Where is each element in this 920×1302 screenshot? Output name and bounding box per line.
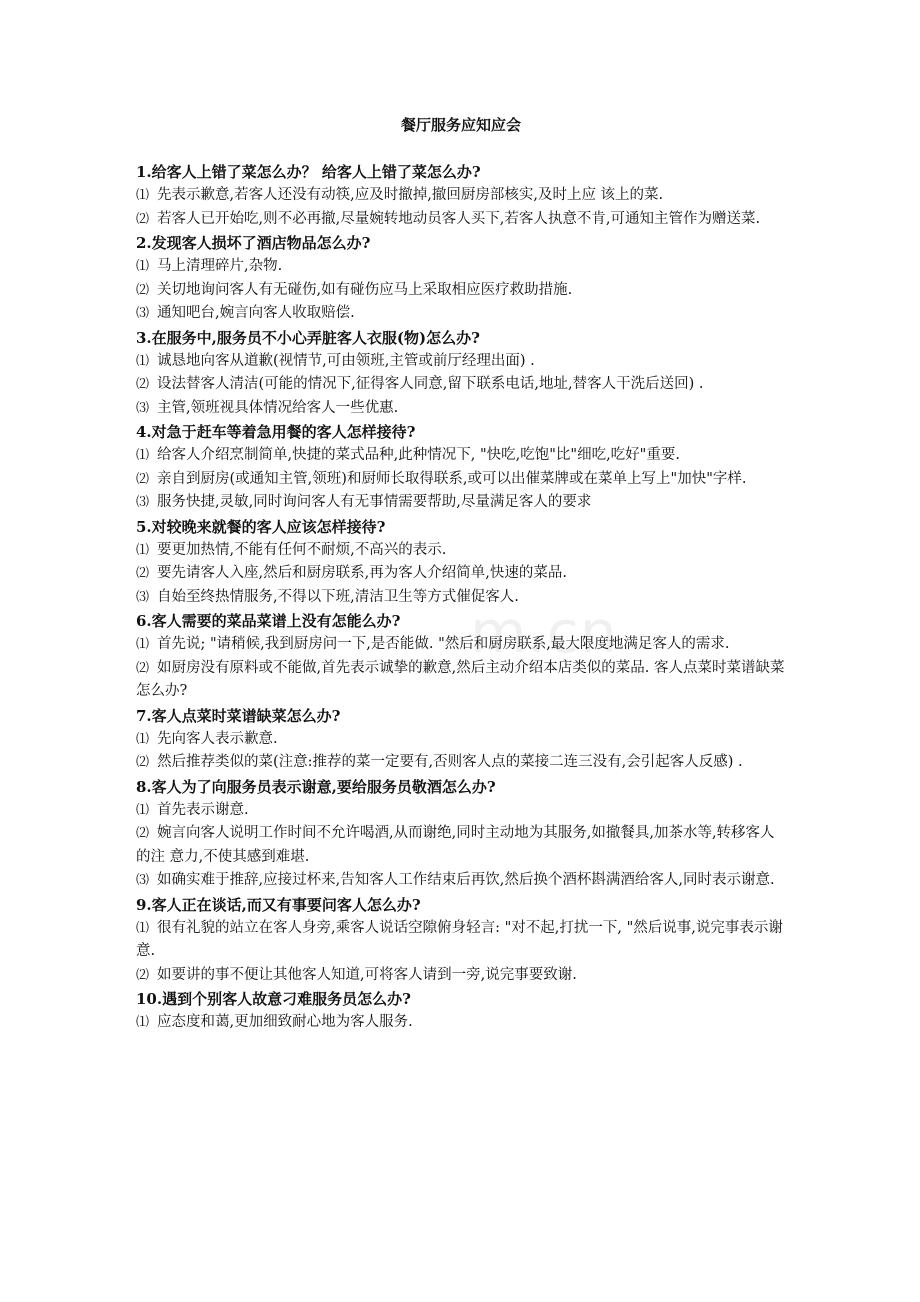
answer-number: ⑴ — [136, 188, 150, 203]
qa-item — [136, 231, 786, 326]
answer-number: ⑵ — [136, 471, 150, 487]
answer-number: ⑴ — [136, 637, 150, 652]
answer-number: ⑴ — [136, 542, 150, 558]
answer-text: 然后推荐类似的菜(注意:推荐的菜一定要有,否则客人点的菜接二连三没有,会引起客人反感) . — [157, 754, 743, 770]
answer-text: 很有礼貌的站立在客人身旁,乘客人说话空隙俯身轻言: "对不起,打扰一下, "然后说事,说完事表示谢意. — [136, 919, 783, 959]
answer-text: 亲自到厨房(或通知主管,领班)和厨师长取得联系,或可以出催菜牌或在菜单上写上"加快"字样. — [157, 470, 747, 487]
answer-number: ⑴ — [136, 802, 150, 818]
answer-item — [136, 586, 786, 610]
answer-item — [136, 657, 786, 704]
answer-text: 应态度和蔼,更加细致耐心地为客人服务. — [157, 1014, 413, 1030]
answer-item — [136, 799, 786, 823]
answer-item — [136, 302, 786, 326]
answer-number: ⑶ — [136, 495, 150, 510]
answer-number: ⑴ — [136, 731, 150, 747]
answer-item — [136, 869, 786, 893]
question-heading: 6.客人需要的菜品菜谱上没有怎能么办? — [136, 612, 401, 630]
qa-item — [136, 160, 786, 231]
answer-number: ⑵ — [136, 755, 150, 770]
answer-number: ⑶ — [136, 400, 150, 416]
answer-text: 服务快捷,灵敏,同时询问客人有无事情需要帮助,尽量满足客人的要求 — [157, 494, 592, 510]
answer-text: 马上清理碎片,杂物. — [157, 258, 283, 274]
answer-number: ⑶ — [136, 873, 150, 888]
qa-item — [136, 775, 786, 893]
answer-text: 要更加热情,不能有任何不耐烦,不高兴的表示. — [157, 541, 447, 558]
answer-number: ⑶ — [136, 306, 150, 321]
answer-number: ⑴ — [136, 920, 150, 936]
question-heading: 3.在服务中,服务员不小心弄脏客人衣服(物)怎么办? — [136, 328, 480, 347]
answer-item — [136, 397, 786, 421]
answer-text: 首先表示谢意. — [157, 801, 249, 818]
answer-text: 关切地询问客人有无碰伤,如有碰伤应马上采取相应医疗救助措施. — [157, 281, 573, 298]
answer-item — [136, 917, 786, 964]
answer-number: ⑵ — [136, 826, 150, 841]
answer-text: 先向客人表示歉意. — [157, 730, 278, 747]
qa-list — [136, 160, 786, 1035]
answer-text: 如厨房没有原料或不能做,首先表示诚挚的歉意,然后主动介绍本店类似的菜品. 客人点菜时菜谱缺菜怎么办? — [136, 659, 785, 699]
question-heading: 7.客人点菜时菜谱缺菜怎么办? — [136, 706, 341, 725]
answer-number: ⑵ — [136, 282, 150, 298]
question-heading: 8.客人为了向服务员表示谢意,要给服务员敬酒怎么办? — [136, 777, 496, 796]
answer-number: ⑵ — [136, 566, 150, 581]
answer-number: ⑶ — [136, 589, 150, 605]
answer-item — [136, 184, 786, 208]
question-heading: 5.对较晚来就餐的客人应该怎样接待? — [136, 517, 386, 536]
qa-item — [136, 515, 786, 610]
qa-item — [136, 704, 786, 775]
answer-item — [136, 468, 786, 492]
answer-number: ⑵ — [136, 211, 150, 227]
question-heading: 1.给客人上错了菜怎么办？ 给客人上错了菜怎么办? — [136, 163, 481, 181]
answer-text: 如要讲的事不便让其他客人知道,可将客人请到一旁,说完事要致谢. — [157, 966, 577, 983]
answer-text: 主管,领班视具体情况给客人一些优惠. — [157, 399, 399, 416]
qa-item — [136, 987, 786, 1035]
answer-text: 自始至终热情服务,不得以下班,清洁卫生等方式催促客人. — [157, 588, 519, 605]
answer-item — [136, 964, 786, 988]
question-heading: 9.客人正在谈话,而又有事要问客人怎么办? — [136, 895, 421, 914]
answer-item — [136, 491, 786, 515]
answer-text: 通知吧台,婉言向客人收取赔偿. — [157, 305, 355, 321]
answer-item — [136, 751, 786, 775]
qa-item — [136, 326, 786, 421]
answer-item — [136, 539, 786, 563]
watermark: m.cn — [470, 598, 618, 666]
answer-text: 如确实难于推辞,应接过杯来,告知客人工作结束后再饮,然后换个酒杯斟满酒给客人,同时表示谢意. — [157, 872, 775, 888]
answer-text: 设法替客人清洁(可能的情况下,征得客人同意,留下联系电话,地址,替客人干洗后送回) . — [157, 376, 704, 392]
qa-item — [136, 420, 786, 515]
answer-item — [136, 208, 786, 232]
answer-text: 若客人已开始吃,则不必再撤,尽量婉转地动员客人买下,若客人执意不肯,可通知主管作为赠送菜. — [157, 210, 761, 227]
qa-item — [136, 609, 786, 704]
qa-item — [136, 893, 786, 988]
answer-text: 婉言向客人说明工作时间不允许喝酒,从而谢绝,同时主动地为其服务,如撤餐具,加茶水等,转移客人的注 意力,不使其感到难堪. — [136, 825, 775, 865]
answer-item — [136, 562, 786, 586]
answer-item — [136, 444, 786, 468]
answer-number: ⑴ — [136, 1015, 150, 1030]
answer-item — [136, 373, 786, 397]
answer-item — [136, 350, 786, 374]
answer-number: ⑵ — [136, 377, 150, 392]
answer-number: ⑴ — [136, 259, 150, 274]
answer-item — [136, 633, 786, 657]
answer-text: 给客人介绍烹制简单,快捷的菜式品种,此种情况下, "快吃,吃饱"比"细吃,吃好"重要. — [157, 447, 680, 463]
answer-text: 诚恳地向客从道歉(视情节,可由领班,主管或前厅经理出面) . — [157, 352, 535, 369]
answer-number: ⑵ — [136, 967, 150, 983]
answer-item — [136, 255, 786, 279]
answer-number: ⑴ — [136, 448, 150, 463]
answer-number: ⑵ — [136, 660, 150, 676]
answer-item — [136, 728, 786, 752]
page-title: 餐厅服务应知应会 — [400, 116, 521, 134]
answer-text: 要先请客人入座,然后和厨房联系,再为客人介绍简单,快速的菜品. — [157, 565, 567, 581]
answer-number: ⑴ — [136, 353, 150, 369]
document-page — [136, 112, 786, 1035]
answer-item — [136, 822, 786, 869]
question-heading: 2.发现客人损坏了酒店物品怎么办? — [136, 234, 371, 252]
answer-item — [136, 279, 786, 303]
answer-text: 首先说; "请稍候,我到厨房问一下,是否能做. "然后和厨房联系,最大限度地满足客人的需求. — [157, 636, 730, 652]
question-heading: 4.对急于赶车等着急用餐的客人怎样接待? — [136, 423, 416, 441]
question-heading: 10.遇到个别客人故意刁难服务员怎么办? — [136, 990, 411, 1008]
answer-item — [136, 1011, 786, 1035]
answer-text: 先表示歉意,若客人还没有动筷,应及时撤掉,撤回厨房部核实,及时上应 该上的菜. — [157, 187, 664, 203]
